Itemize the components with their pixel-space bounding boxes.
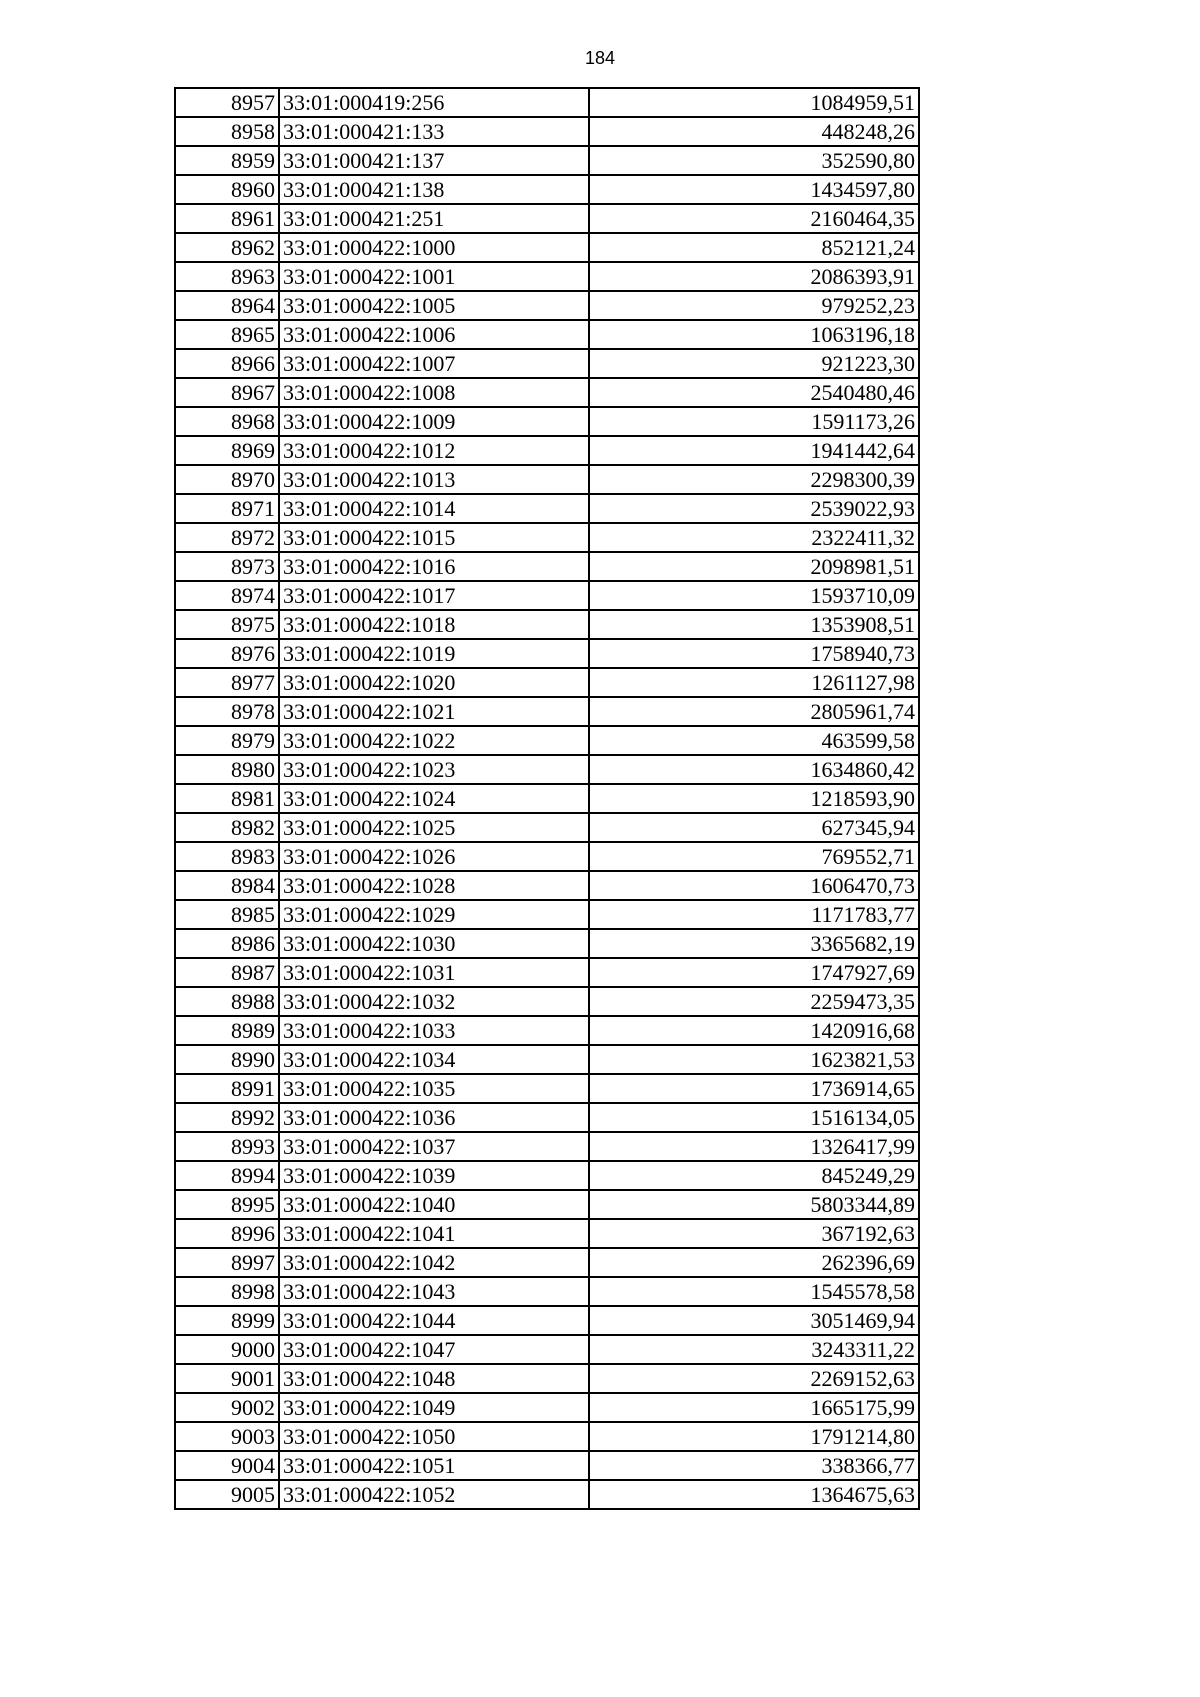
- table-row: [175, 349, 919, 378]
- row-number-cell: 8962: [175, 233, 279, 262]
- value-cell: 1634860,42: [589, 755, 919, 784]
- row-number-cell: 8958: [175, 117, 279, 146]
- value-cell: 852121,24: [589, 233, 919, 262]
- row-number-cell: 8979: [175, 726, 279, 755]
- value-cell: 627345,94: [589, 813, 919, 842]
- table-row: [175, 204, 919, 233]
- table-row: [175, 175, 919, 204]
- value-cell: 1084959,51: [589, 88, 919, 117]
- cadastral-number-cell: 33:01:000422:1051: [279, 1451, 589, 1480]
- table-row: [175, 1016, 919, 1045]
- row-number-cell: 8990: [175, 1045, 279, 1074]
- value-cell: 262396,69: [589, 1248, 919, 1277]
- cadastral-number-cell: 33:01:000421:251: [279, 204, 589, 233]
- value-cell: 1941442,64: [589, 436, 919, 465]
- row-number-cell: 8984: [175, 871, 279, 900]
- table-row: [175, 929, 919, 958]
- row-number-cell: 8975: [175, 610, 279, 639]
- value-cell: 3243311,22: [589, 1335, 919, 1364]
- table-row: [175, 1422, 919, 1451]
- table-row: [175, 1364, 919, 1393]
- row-number-cell: 8993: [175, 1132, 279, 1161]
- cadastral-number-cell: 33:01:000422:1032: [279, 987, 589, 1016]
- cadastral-number-cell: 33:01:000422:1019: [279, 639, 589, 668]
- row-number-cell: 8970: [175, 465, 279, 494]
- value-cell: 921223,30: [589, 349, 919, 378]
- value-cell: 463599,58: [589, 726, 919, 755]
- table-row: [175, 842, 919, 871]
- table-row: [175, 1480, 919, 1509]
- row-number-cell: 8968: [175, 407, 279, 436]
- row-number-cell: 9002: [175, 1393, 279, 1422]
- cadastral-number-cell: 33:01:000422:1009: [279, 407, 589, 436]
- row-number-cell: 8973: [175, 552, 279, 581]
- value-cell: 1171783,77: [589, 900, 919, 929]
- value-cell: 769552,71: [589, 842, 919, 871]
- cadastral-number-cell: 33:01:000422:1017: [279, 581, 589, 610]
- table-row: [175, 871, 919, 900]
- cadastral-number-cell: 33:01:000421:138: [279, 175, 589, 204]
- cadastral-number-cell: 33:01:000422:1049: [279, 1393, 589, 1422]
- cadastral-number-cell: 33:01:000422:1041: [279, 1219, 589, 1248]
- value-cell: 1063196,18: [589, 320, 919, 349]
- cadastral-number-cell: 33:01:000422:1000: [279, 233, 589, 262]
- table-row: [175, 813, 919, 842]
- row-number-cell: 8987: [175, 958, 279, 987]
- value-cell: 2086393,91: [589, 262, 919, 291]
- row-number-cell: 8960: [175, 175, 279, 204]
- table-row: [175, 146, 919, 175]
- row-number-cell: 8977: [175, 668, 279, 697]
- cadastral-number-cell: 33:01:000422:1023: [279, 755, 589, 784]
- cadastral-number-cell: 33:01:000421:133: [279, 117, 589, 146]
- row-number-cell: 8986: [175, 929, 279, 958]
- value-cell: 1736914,65: [589, 1074, 919, 1103]
- row-number-cell: 8957: [175, 88, 279, 117]
- table-row: [175, 320, 919, 349]
- table-row: [175, 726, 919, 755]
- value-cell: 3051469,94: [589, 1306, 919, 1335]
- table-row: [175, 117, 919, 146]
- value-cell: 1261127,98: [589, 668, 919, 697]
- table-row: [175, 407, 919, 436]
- value-cell: 1665175,99: [589, 1393, 919, 1422]
- value-cell: 1623821,53: [589, 1045, 919, 1074]
- row-number-cell: 8992: [175, 1103, 279, 1132]
- value-cell: 1420916,68: [589, 1016, 919, 1045]
- cadastral-number-cell: 33:01:000422:1014: [279, 494, 589, 523]
- row-number-cell: 8978: [175, 697, 279, 726]
- table-row: [175, 1248, 919, 1277]
- cadastral-number-cell: 33:01:000422:1028: [279, 871, 589, 900]
- row-number-cell: 8997: [175, 1248, 279, 1277]
- table-body: [175, 88, 919, 1509]
- cadastral-number-cell: 33:01:000422:1013: [279, 465, 589, 494]
- table-row: [175, 88, 919, 117]
- row-number-cell: 8999: [175, 1306, 279, 1335]
- value-cell: 2298300,39: [589, 465, 919, 494]
- value-cell: 1326417,99: [589, 1132, 919, 1161]
- table-row: [175, 378, 919, 407]
- cadastral-number-cell: 33:01:000422:1034: [279, 1045, 589, 1074]
- table-row: [175, 1074, 919, 1103]
- table-row: [175, 1306, 919, 1335]
- table-row: [175, 436, 919, 465]
- table-row: [175, 1277, 919, 1306]
- cadastral-number-cell: 33:01:000422:1037: [279, 1132, 589, 1161]
- table-row: [175, 1335, 919, 1364]
- cadastral-number-cell: 33:01:000422:1008: [279, 378, 589, 407]
- table-row: [175, 784, 919, 813]
- table-row: [175, 1219, 919, 1248]
- value-cell: 2805961,74: [589, 697, 919, 726]
- table-row: [175, 639, 919, 668]
- table-row: [175, 1451, 919, 1480]
- cadastral-number-cell: 33:01:000422:1006: [279, 320, 589, 349]
- table-row: [175, 523, 919, 552]
- row-number-cell: 8965: [175, 320, 279, 349]
- value-cell: 1758940,73: [589, 639, 919, 668]
- row-number-cell: 8985: [175, 900, 279, 929]
- cadastral-number-cell: 33:01:000422:1005: [279, 291, 589, 320]
- cadastral-number-cell: 33:01:000422:1016: [279, 552, 589, 581]
- value-cell: 448248,26: [589, 117, 919, 146]
- cadastral-number-cell: 33:01:000422:1012: [279, 436, 589, 465]
- value-cell: 979252,23: [589, 291, 919, 320]
- cadastral-number-cell: 33:01:000422:1030: [279, 929, 589, 958]
- value-cell: 1364675,63: [589, 1480, 919, 1509]
- row-number-cell: 8995: [175, 1190, 279, 1219]
- cadastral-number-cell: 33:01:000422:1044: [279, 1306, 589, 1335]
- row-number-cell: 8959: [175, 146, 279, 175]
- row-number-cell: 8961: [175, 204, 279, 233]
- table-row: [175, 552, 919, 581]
- row-number-cell: 8996: [175, 1219, 279, 1248]
- table-row: [175, 465, 919, 494]
- registry-table: [174, 87, 920, 1510]
- value-cell: 1545578,58: [589, 1277, 919, 1306]
- cadastral-number-cell: 33:01:000422:1018: [279, 610, 589, 639]
- value-cell: 1606470,73: [589, 871, 919, 900]
- page-number: 184: [584, 48, 616, 68]
- row-number-cell: 8976: [175, 639, 279, 668]
- table-row: [175, 697, 919, 726]
- cadastral-number-cell: 33:01:000419:256: [279, 88, 589, 117]
- table-row: [175, 291, 919, 320]
- row-number-cell: 8983: [175, 842, 279, 871]
- value-cell: 367192,63: [589, 1219, 919, 1248]
- row-number-cell: 8988: [175, 987, 279, 1016]
- value-cell: 2269152,63: [589, 1364, 919, 1393]
- cadastral-number-cell: 33:01:000422:1020: [279, 668, 589, 697]
- value-cell: 2540480,46: [589, 378, 919, 407]
- table-row: [175, 668, 919, 697]
- row-number-cell: 8989: [175, 1016, 279, 1045]
- table-row: [175, 1190, 919, 1219]
- row-number-cell: 9000: [175, 1335, 279, 1364]
- cadastral-number-cell: 33:01:000422:1036: [279, 1103, 589, 1132]
- cadastral-number-cell: 33:01:000422:1043: [279, 1277, 589, 1306]
- table-row: [175, 494, 919, 523]
- value-cell: 2539022,93: [589, 494, 919, 523]
- row-number-cell: 8980: [175, 755, 279, 784]
- value-cell: 1218593,90: [589, 784, 919, 813]
- value-cell: 845249,29: [589, 1161, 919, 1190]
- cadastral-number-cell: 33:01:000422:1048: [279, 1364, 589, 1393]
- row-number-cell: 9004: [175, 1451, 279, 1480]
- cadastral-number-cell: 33:01:000422:1029: [279, 900, 589, 929]
- cadastral-number-cell: 33:01:000422:1021: [279, 697, 589, 726]
- row-number-cell: 8981: [175, 784, 279, 813]
- cadastral-number-cell: 33:01:000422:1033: [279, 1016, 589, 1045]
- row-number-cell: 8969: [175, 436, 279, 465]
- value-cell: 2160464,35: [589, 204, 919, 233]
- table-row: [175, 233, 919, 262]
- cadastral-number-cell: 33:01:000422:1015: [279, 523, 589, 552]
- cadastral-number-cell: 33:01:000422:1026: [279, 842, 589, 871]
- row-number-cell: 8964: [175, 291, 279, 320]
- row-number-cell: 8974: [175, 581, 279, 610]
- value-cell: 1434597,80: [589, 175, 919, 204]
- value-cell: 2259473,35: [589, 987, 919, 1016]
- row-number-cell: 8991: [175, 1074, 279, 1103]
- value-cell: 3365682,19: [589, 929, 919, 958]
- value-cell: 2322411,32: [589, 523, 919, 552]
- table-row: [175, 610, 919, 639]
- row-number-cell: 8982: [175, 813, 279, 842]
- table-row: [175, 900, 919, 929]
- cadastral-number-cell: 33:01:000422:1040: [279, 1190, 589, 1219]
- cadastral-number-cell: 33:01:000422:1022: [279, 726, 589, 755]
- value-cell: 1516134,05: [589, 1103, 919, 1132]
- cadastral-number-cell: 33:01:000422:1050: [279, 1422, 589, 1451]
- row-number-cell: 8998: [175, 1277, 279, 1306]
- cadastral-number-cell: 33:01:000422:1001: [279, 262, 589, 291]
- value-cell: 1353908,51: [589, 610, 919, 639]
- table-row: [175, 1132, 919, 1161]
- value-cell: 1593710,09: [589, 581, 919, 610]
- value-cell: 5803344,89: [589, 1190, 919, 1219]
- table-row: [175, 1393, 919, 1422]
- value-cell: 352590,80: [589, 146, 919, 175]
- cadastral-number-cell: 33:01:000422:1031: [279, 958, 589, 987]
- table-row: [175, 1103, 919, 1132]
- value-cell: 1791214,80: [589, 1422, 919, 1451]
- table-row: [175, 262, 919, 291]
- row-number-cell: 9001: [175, 1364, 279, 1393]
- cadastral-number-cell: 33:01:000422:1024: [279, 784, 589, 813]
- row-number-cell: 8963: [175, 262, 279, 291]
- row-number-cell: 8966: [175, 349, 279, 378]
- row-number-cell: 8972: [175, 523, 279, 552]
- table-row: [175, 581, 919, 610]
- cadastral-number-cell: 33:01:000422:1007: [279, 349, 589, 378]
- value-cell: 2098981,51: [589, 552, 919, 581]
- row-number-cell: 8967: [175, 378, 279, 407]
- table-row: [175, 1045, 919, 1074]
- value-cell: 1747927,69: [589, 958, 919, 987]
- table-row: [175, 755, 919, 784]
- cadastral-number-cell: 33:01:000422:1039: [279, 1161, 589, 1190]
- row-number-cell: 8994: [175, 1161, 279, 1190]
- value-cell: 1591173,26: [589, 407, 919, 436]
- table-row: [175, 958, 919, 987]
- cadastral-number-cell: 33:01:000421:137: [279, 146, 589, 175]
- row-number-cell: 9003: [175, 1422, 279, 1451]
- cadastral-number-cell: 33:01:000422:1025: [279, 813, 589, 842]
- cadastral-number-cell: 33:01:000422:1052: [279, 1480, 589, 1509]
- row-number-cell: 9005: [175, 1480, 279, 1509]
- table-row: [175, 1161, 919, 1190]
- cadastral-number-cell: 33:01:000422:1042: [279, 1248, 589, 1277]
- value-cell: 338366,77: [589, 1451, 919, 1480]
- table-row: [175, 987, 919, 1016]
- cadastral-number-cell: 33:01:000422:1035: [279, 1074, 589, 1103]
- row-number-cell: 8971: [175, 494, 279, 523]
- cadastral-number-cell: 33:01:000422:1047: [279, 1335, 589, 1364]
